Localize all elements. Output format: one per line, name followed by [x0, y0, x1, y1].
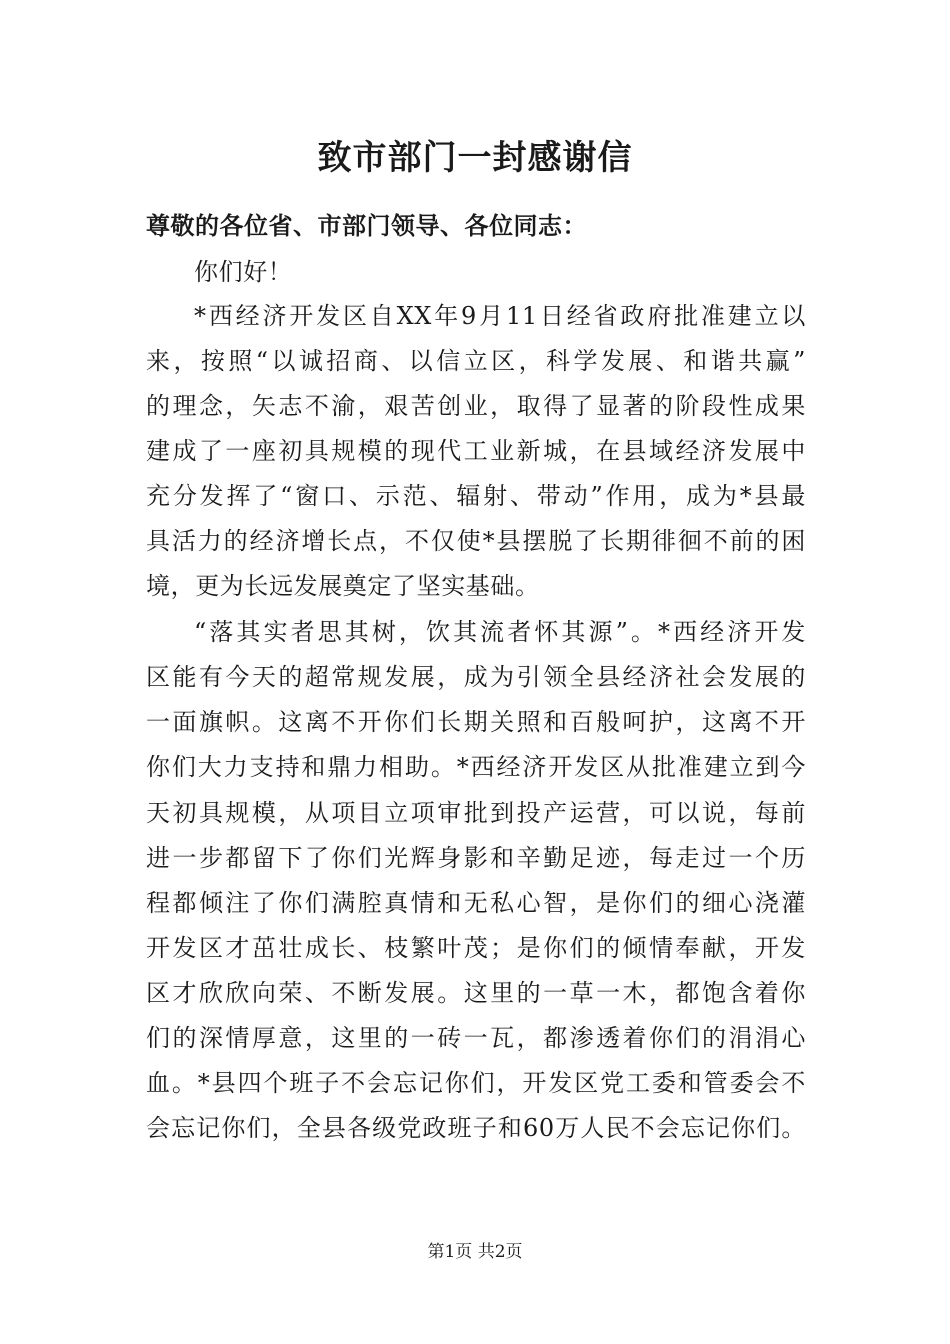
greeting-line: 你们好！ — [194, 258, 293, 286]
paragraph-line: 区才欣欣向荣、不断发展。这里的一草一木，都饱含着你 — [146, 979, 806, 1007]
paragraph-line: 血。*县四个班子不会忘记你们，开发区党工委和管委会不 — [146, 1069, 806, 1097]
paragraph-line: 区能有今天的超常规发展，成为引领全县经济社会发展的 — [146, 663, 806, 691]
paragraph-line: 来，按照“以诚招商、以信立区，科学发展、和谐共赢” — [146, 347, 806, 375]
paragraph-line: 天初具规模，从项目立项审批到投产运营，可以说，每前 — [146, 799, 806, 827]
salutation: 尊敬的各位省、市部门领导、各位同志： — [146, 211, 587, 240]
paragraph-line: 开发区才茁壮成长、枝繁叶茂；是你们的倾情奉献，开发 — [146, 934, 806, 962]
paragraph-line: 境，更为长远发展奠定了坚实基础。 — [146, 572, 540, 600]
document-title: 致市部门一封感谢信 — [317, 138, 633, 178]
paragraph-line: 建成了一座初具规模的现代工业新城，在县域经济发展中 — [146, 437, 806, 465]
paragraph-line: 充分发挥了“窗口、示范、辐射、带动”作用，成为*县最 — [146, 482, 806, 510]
paragraph-line: 进一步都留下了你们光辉身影和辛勤足迹，每走过一个历 — [146, 844, 806, 872]
paragraph-line: 程都倾注了你们满腔真情和无私心智，是你们的细心浇灌 — [146, 889, 806, 917]
paragraph-line: “落其实者思其树，饮其流者怀其源”。*西经济开发 — [194, 618, 806, 646]
page-footer: 第1页 共2页 — [427, 1242, 523, 1262]
paragraph-line: 你们大力支持和鼎力相助。*西经济开发区从批准建立到今 — [146, 753, 806, 781]
paragraph-line: 会忘记你们，全县各级党政班子和60万人民不会忘记你们。 — [146, 1114, 806, 1142]
paragraph-line: 的理念，矢志不渝，艰苦创业，取得了显著的阶段性成果 — [146, 392, 806, 420]
paragraph-line: 一面旗帜。这离不开你们长期关照和百般呵护，这离不开 — [146, 708, 806, 736]
paragraph-line: *西经济开发区自XX年9月11日经省政府批准建立以 — [194, 302, 806, 330]
paragraph-line: 具活力的经济增长点，不仅使*县摆脱了长期徘徊不前的困 — [146, 527, 806, 555]
paragraph-line: 们的深情厚意，这里的一砖一瓦，都渗透着你们的涓涓心 — [146, 1024, 806, 1052]
